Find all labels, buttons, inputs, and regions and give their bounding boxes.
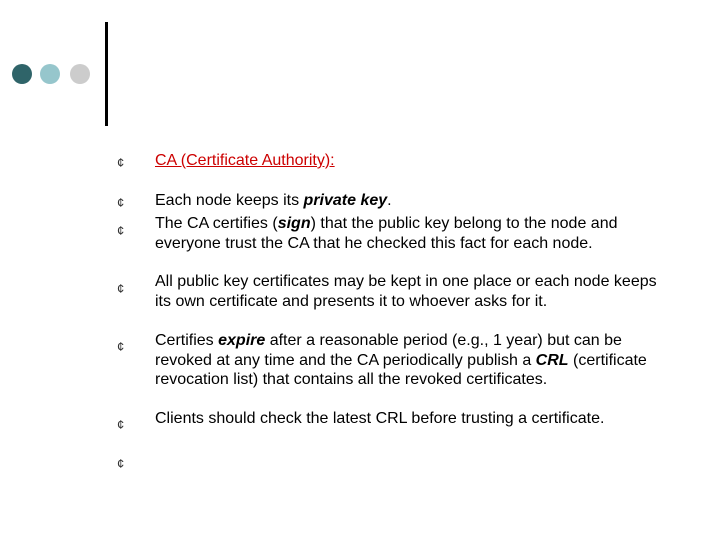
item-text: The CA certifies ( (155, 215, 278, 232)
list-item (155, 214, 675, 253)
bullet-icon: ¢ (117, 339, 125, 354)
item-text: Each node keeps its (155, 192, 304, 209)
item-text: . (387, 192, 392, 209)
bullet-icon: ¢ (117, 223, 125, 238)
bullet-icon: ¢ (117, 417, 125, 432)
item-emphasis: private key (303, 192, 388, 209)
slide-title: CA (Certificate Authority): (155, 152, 335, 169)
title-divider-line (105, 22, 108, 126)
list-item: Clients should check the latest CRL before trusting a certificate. (155, 410, 605, 427)
bullet-icon: ¢ (117, 281, 125, 296)
list-item (155, 191, 675, 211)
item-text: Certifies (155, 332, 219, 349)
item-text: ) that the public key belong to the node and everyone trust the CA that he checked this fact for each node. (155, 215, 618, 252)
bullet-icon: ¢ (117, 195, 125, 210)
item-text: after a reasonable period (e.g., 1 year) but can be revoked at any time and the CA periodically publish a (155, 332, 622, 369)
list-item: All public key certificates may be kept in one place or each node keeps its own certificate and presents it to whoever asks for it. (155, 273, 657, 310)
bullet-icon: ¢ (117, 155, 125, 170)
list-item (155, 331, 675, 390)
decor-dot-gray (70, 64, 90, 84)
decor-dot-light (40, 64, 60, 84)
item-emphasis: CRL (535, 351, 569, 369)
item-emphasis: expire (218, 332, 266, 349)
bullet-icon: ¢ (117, 456, 125, 471)
item-emphasis: sign (277, 215, 311, 232)
item-text: (certificate revocation list) that contains all the revoked certificates. (155, 351, 647, 388)
decor-dot-dark (12, 64, 32, 84)
